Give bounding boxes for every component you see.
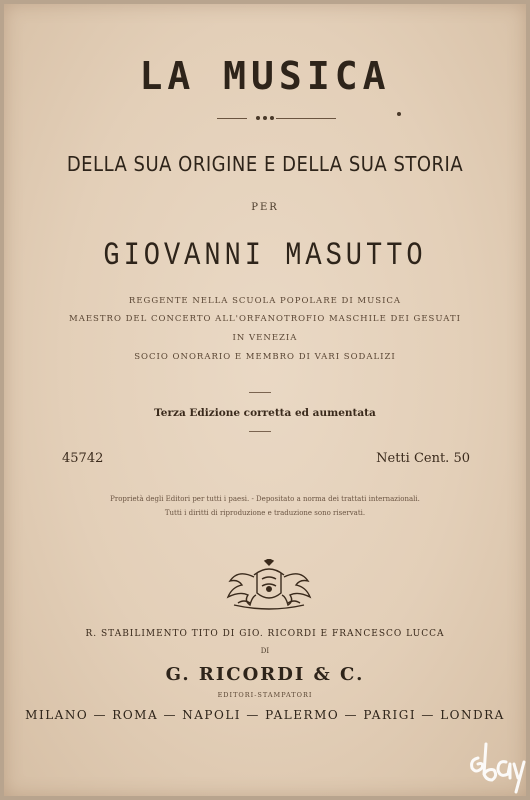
- edition-note: Terza Edizione corretta ed aumentata: [154, 407, 376, 419]
- publisher-name: G. RICORDI & C.: [165, 664, 365, 685]
- author-credential: MAESTRO DEL CONCERTO ALL'ORFANOTROFIO MASCHILE DEI GESUATI: [69, 314, 461, 324]
- copyright-notice: Proprietà degli Editori per tutti i paesi. - Depositato a norma dei trattati internazionali.: [110, 495, 420, 503]
- ornament-dot: [256, 116, 260, 120]
- ornament-dot: [270, 116, 274, 120]
- title-page: [4, 4, 526, 796]
- divider-dash: [249, 392, 271, 393]
- book-title: LA MUSICA: [139, 54, 391, 98]
- ink-speck: [397, 112, 401, 116]
- ebay-watermark-icon: [468, 740, 526, 798]
- author-credential: SOCIO ONORARIO E MEMBRO DI VARI SODALIZI: [134, 352, 396, 362]
- author-credential: IN VENEZIA: [232, 333, 298, 343]
- plate-number: 45742: [62, 451, 104, 466]
- publisher-role: EDITORI-STAMPATORI: [217, 691, 313, 699]
- ornament-rule-right: [276, 118, 336, 119]
- divider-dash: [249, 431, 271, 432]
- publisher-cities: MILANO — ROMA — NAPOLI — PALERMO — PARIGI — LONDRA: [25, 708, 505, 722]
- ricordi-crest-icon: [224, 559, 314, 615]
- di-label: DI: [260, 647, 270, 655]
- book-subtitle: DELLA SUA ORIGINE E DELLA SUA STORIA: [66, 152, 464, 177]
- ornament-dot: [263, 116, 267, 120]
- author-name: GIOVANNI MASUTTO: [103, 239, 427, 275]
- establishment-line: R. STABILIMENTO TITO DI GIO. RICORDI E FRANCESCO LUCCA: [85, 629, 445, 639]
- per-label: PER: [251, 202, 279, 213]
- author-credential: REGGENTE NELLA SCUOLA POPOLARE DI MUSICA: [128, 296, 402, 306]
- price-label: Netti Cent. 50: [376, 451, 470, 466]
- copyright-notice: Tutti i diritti di riproduzione e traduzione sono riservati.: [164, 509, 366, 517]
- ornament-rule-left: [217, 118, 247, 119]
